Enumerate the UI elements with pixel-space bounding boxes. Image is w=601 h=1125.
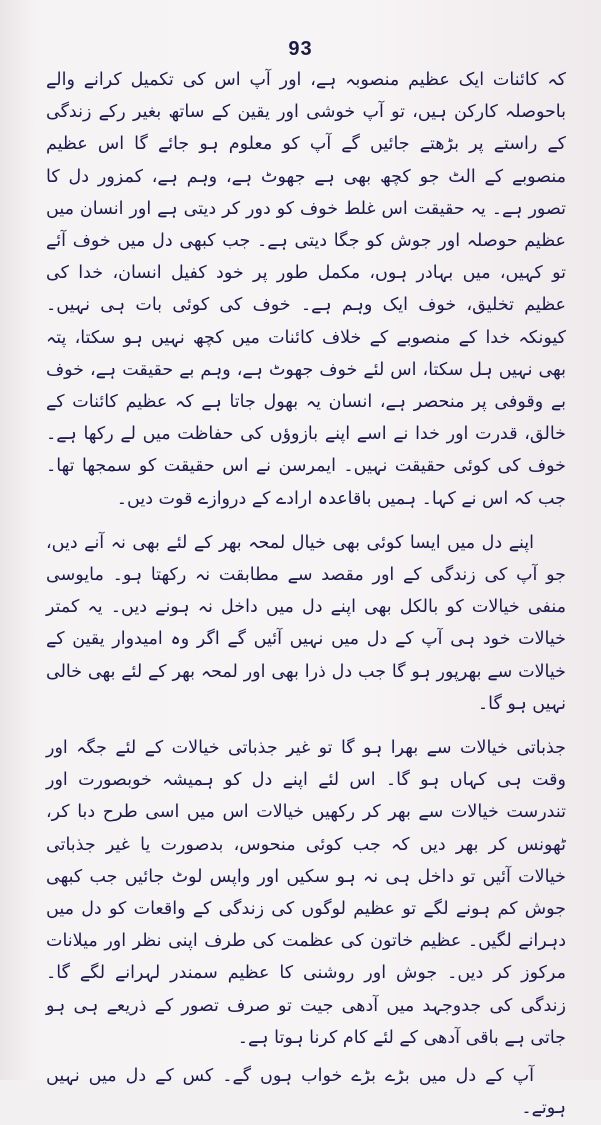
paragraph-3: جذباتی خیالات سے بھرا ہو گا تو غیر جذباتی خیالات کے لئے جگہ اور وقت ہی کہاں ہو گا۔ اس لئے اپنے دل کو ہمیشہ خوبصورت اور تندرست خیالات سے بھر کر رکھیں خیالات اس میں اسی طرح دبا کر، ٹھونس کر بھر دیں کہ جب کوئی منحوس، بدصورت یا غیر جذباتی خیالات آئیں تو داخل ہی نہ ہو سکیں اور واپس لوٹ جائیں جب کبھی جوش کم ہونے لگے تو عظیم لوگوں کی زندگی کے واقعات کو دل میں دہرانے لگیں۔ عظیم خاتون کی عظمت کی طرف اپنی نظر اور میلانات مرکوز کر دیں۔ جوش اور روشنی کا عظیم سمندر لہرانے لگے گا۔ زندگی کی جدوجہد میں آدھی جیت تو صرف تصور کے ذریعے ہی ہو جاتی ہے باقی آدھی کے لئے کام کرنا ہوتا ہے۔ [46, 738, 566, 1048]
paragraph-4: آپ کے دل میں بڑے بڑے خواب ہوں گے۔ کس کے دل میں نہیں ہوتے۔ [46, 1066, 566, 1119]
paragraph-2: اپنے دل میں ایسا کوئی بھی خیال لمحہ بھر کے لئے بھی نہ آنے دیں، جو آپ کی زندگی کے اور مقصد سے مطابقت نہ رکھتا ہو۔ مایوسی منفی خیالات کو بالکل بھی اپنے دل میں داخل نہ ہونے دیں۔ یہ کمتر خیالات خود ہی آپ کے دل میں نہیں آئیں گے اگر وہ امیدوار یقین کے خیالات سے بھرپور ہو گا جب دل ذرا بھی اور لمحہ بھر کے لئے بھی خالی نہیں ہو گا۔ [46, 532, 566, 714]
page-number: 93 [288, 38, 313, 60]
page-body [46, 64, 566, 1125]
paragraph-1: کہ کائنات ایک عظیم منصوبہ ہے، اور آپ اس کی تکمیل کرانے والے باحوصلہ کارکن ہیں، تو آپ خوشی اور یقین کے ساتھ بغیر رکے زندگی کے راستے پر بڑھتے جائیں گے آپ کو معلوم ہو جائے گا اس عظیم منصوبے کے الٹ جو کچھ بھی ہے جھوٹ ہے، وہم ہے، کمزور دل کا تصور ہے۔ یہ حقیقت اس غلط خوف کو دور کر دیتی ہے اور انسان میں عظیم حوصلہ اور جوش کو جگا دیتی ہے۔ جب کبھی دل میں خوف آئے تو کہیں، میں بہادر ہوں، مکمل طور پر خود کفیل انسان، خدا کی عظیم تخلیق، خوف ایک وہم ہے۔ خوف کی کوئی بات ہی نہیں۔ کیونکہ خدا کے منصوبے کے خلاف کائنات میں کچھ نہیں ہو سکتا، پتہ بھی نہیں ہل سکتا، اس لئے خوف جھوٹ ہے، وہم بے حقیقت ہے، خوف بے وقوفی پر منحصر ہے، انسان یہ بھول جاتا ہے کہ عظیم کائنات کے خالق، قدرت اور خدا نے اسے اپنے بازوؤں کی حفاظت میں لے رکھا ہے۔ خوف کی کوئی حقیقت نہیں۔ ایمرسن نے اس حقیقت کو سمجھا تھا۔ جب کہ اس نے کہا۔ ہمیں باقاعدہ ارادے کے دروازے قوت دیں۔ [46, 70, 566, 509]
